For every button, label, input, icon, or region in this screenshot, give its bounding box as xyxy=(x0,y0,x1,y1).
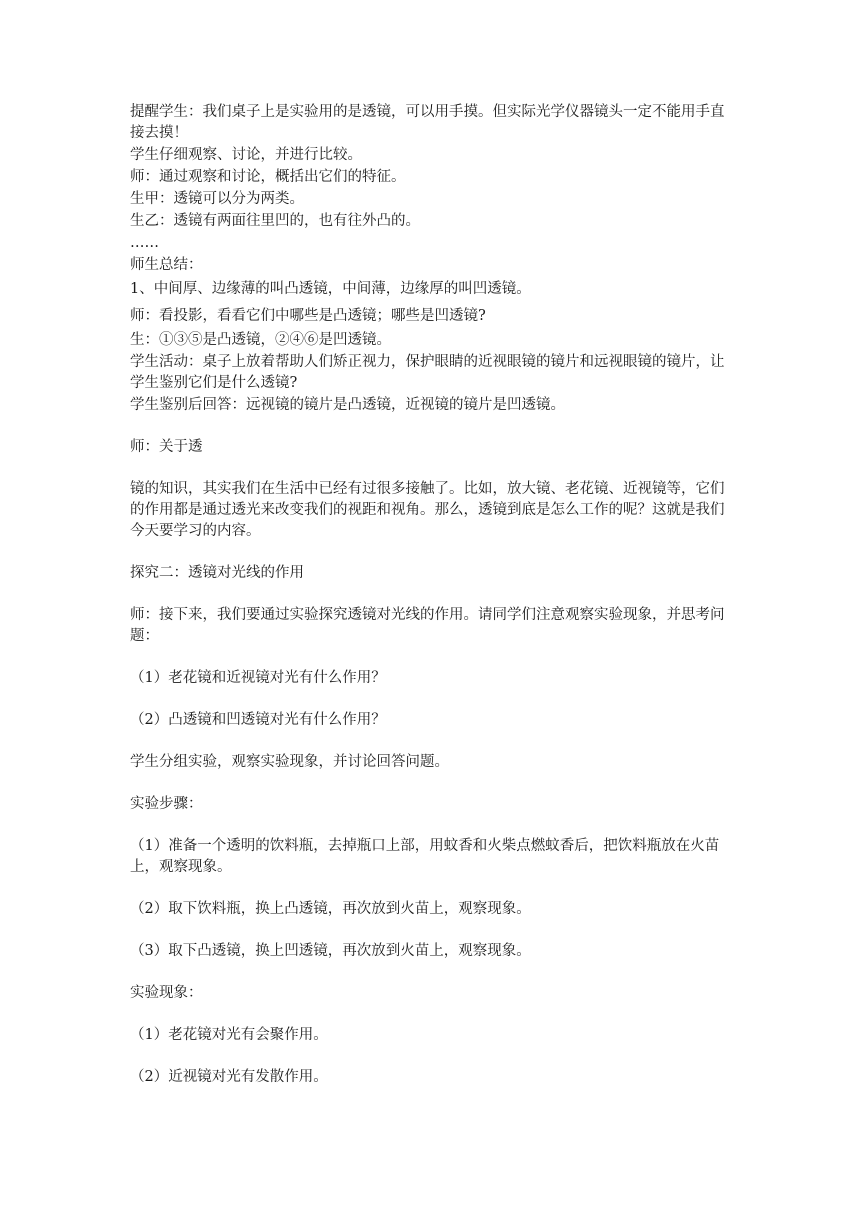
question-two: （2）凸透镜和凹透镜对光有什么作用？ xyxy=(130,712,386,728)
step-three: （3）取下凸透镜，换上凹透镜，再次放到火苗上，观察现象。 xyxy=(130,943,531,959)
paragraph-student-answer: 生：①③⑤是凸透镜，②④⑥是凹透镜。 xyxy=(130,332,391,348)
paragraph-student-activity: 学生活动：桌子上放着帮助人们矫正视力，保护眼睛的近视眼镜的镜片和远视眼镜的镜片，让学生鉴别它们是什么透镜? xyxy=(130,354,725,391)
step-two: （2）取下饮料瓶，换上凸透镜，再次放到火苗上，观察现象。 xyxy=(130,901,531,917)
paragraph-student-a: 生甲：透镜可以分为两类。 xyxy=(130,191,304,207)
paragraph-group-experiment: 学生分组实验，观察实验现象，并讨论回答问题。 xyxy=(130,754,449,770)
paragraph-student-identify: 学生鉴别后回答：远视镜的镜片是凸透镜，近视镜的镜片是凹透镜。 xyxy=(130,397,565,413)
paragraph-reminder: 提醒学生：我们桌子上是实验用的是透镜，可以用手摸。但实际光学仪器镜头一定不能用手直接去摸！ xyxy=(130,104,725,141)
section-heading-explore-two: 探究二：透镜对光线的作用 xyxy=(130,565,304,581)
phenomenon-one: （1）老花镜对光有会聚作用。 xyxy=(130,1027,328,1043)
paragraph-teacher-next: 师：接下来，我们要通过实验探究透镜对光线的作用。请同学们注意观察实验现象，并思考问题： xyxy=(130,607,725,644)
paragraph-observe: 学生仔细观察、讨论，并进行比较。 xyxy=(130,147,362,163)
paragraph-summary-heading: 师生总结： xyxy=(130,257,203,273)
paragraph-summary-point: 1、中间厚、边缘薄的叫凸透镜，中间薄，边缘厚的叫凹透镜。 xyxy=(130,281,531,297)
heading-experiment-phenomena: 实验现象： xyxy=(130,985,203,1001)
question-one: （1）老花镜和近视镜对光有什么作用？ xyxy=(130,670,386,686)
paragraph-student-b: 生乙：透镜有两面往里凹的，也有往外凸的。 xyxy=(130,213,420,229)
paragraph-teacher-summarize: 师：通过观察和讨论，概括出它们的特征。 xyxy=(130,169,406,185)
step-one: （1）准备一个透明的饮料瓶，去掉瓶口上部，用蚊香和火柴点燃蚊香后，把饮料瓶放在火苗上，观察现象。 xyxy=(130,838,720,875)
phenomenon-two: （2）近视镜对光有发散作用。 xyxy=(130,1069,328,1085)
heading-experiment-steps: 实验步骤： xyxy=(130,796,203,812)
paragraph-ellipsis: …… xyxy=(130,235,159,251)
paragraph-projection: 师：看投影，看看它们中哪些是凸透镜；哪些是凹透镜? xyxy=(130,308,486,324)
paragraph-teacher-about: 师：关于透 xyxy=(130,439,203,455)
document-page xyxy=(130,102,732,1088)
paragraph-lens-knowledge: 镜的知识，其实我们在生活中已经有过很多接触了。比如，放大镜、老花镜、近视镜等，它们的作用都是通过透光来改变我们的视距和视角。那么，透镜到底是怎么工作的呢？这就是我们今天要学习的内容。 xyxy=(130,481,725,539)
